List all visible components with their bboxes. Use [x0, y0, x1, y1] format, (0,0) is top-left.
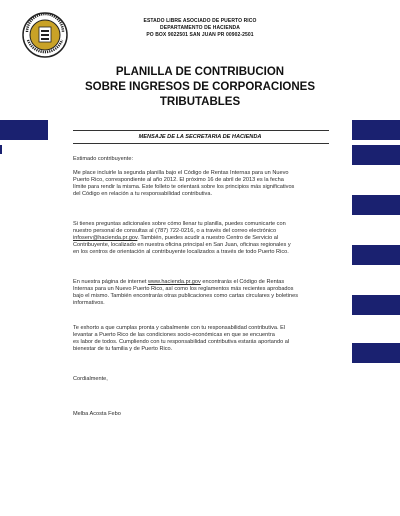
paragraph-intro [73, 170, 329, 198]
greeting: Estimado contribuyente: [73, 156, 134, 162]
heading-rule-top [73, 130, 329, 131]
paragraph-website [73, 279, 329, 307]
left-tab-edge [0, 145, 2, 154]
p2-line: en los centros de orientación al contribuyente localizados a través de todo Puerto Rico. [73, 248, 289, 255]
right-tab-1 [352, 120, 400, 140]
right-tab-4 [352, 245, 400, 265]
p1-line: límite para rendir la misma. Este folleto te orientará sobre los principios más significativos [73, 183, 295, 190]
p1-line: Puerto Rico, correspondiente al año 2012. El próximo 16 de abril de 2013 es la fecha [73, 176, 284, 183]
p2-line: nuestro personal de consultas al (787) 722-0216, o a través del correo electrónico [73, 227, 277, 234]
agency-line-1: ESTADO LIBRE ASOCIADO DE PUERTO RICO [143, 18, 257, 24]
website-link[interactable]: www.hacienda.pr.gov [147, 279, 201, 285]
p4-line: bienestar de tu familia y de Puerto Rico. [73, 345, 173, 352]
left-tab-1 [0, 120, 48, 140]
agency-address: PO BOX 9022501 SAN JUAN PR 00902-2501 [146, 32, 254, 38]
message-heading: MENSAJE DE LA SECRETARIA DE HACIENDA [138, 134, 262, 140]
right-tab-3 [352, 195, 400, 215]
right-tab-5 [352, 295, 400, 315]
signature-name: Melba Acosta Febo [73, 411, 121, 417]
right-tab-2 [352, 145, 400, 165]
page-title-line-1: PLANILLA DE CONTRIBUCION [115, 66, 285, 78]
p3-line-rest: encontrarás el Código de Rentas [200, 279, 285, 285]
paragraph-exhortation [73, 325, 329, 353]
email-link[interactable]: infoserv@hacienda.pr.gov [73, 234, 138, 241]
p3-line: informativos. [73, 299, 105, 306]
p1-line: Me place incluirle la segunda planilla bajo el Código de Rentas Internas para un Nuevo [73, 170, 289, 176]
heading-rule-bottom [73, 143, 329, 144]
p2-line: Si tienes preguntas adicionales sobre cómo llenar tu planilla, puedes comunicarte con [73, 221, 286, 227]
p4-line: es labor de todos. Cumpliendo con tu responsabilidad contributiva estarás aportando al [73, 338, 290, 345]
agency-line-2: DEPARTAMENTO DE HACIENDA [160, 25, 240, 31]
p3-line: Internas para un Nuevo Puerto Rico, así como los reglamentos más recientes aprobados [73, 285, 294, 292]
p3-line: bajo el mismo. También encontrarás otras publicaciones como cartas circulares y boletines [73, 292, 298, 299]
page-title-line-3: TRIBUTABLES [159, 96, 241, 108]
p2-line-rest: . También, puedes acudir a nuestro Centro de Servicio al [137, 234, 279, 241]
paragraph-contact [73, 221, 329, 256]
page-title-line-2: SOBRE INGRESOS DE CORPORACIONES [84, 81, 316, 93]
right-tab-6 [352, 343, 400, 363]
p3-line [73, 279, 329, 286]
closing: Cordialmente, [73, 376, 108, 382]
p2-line [73, 235, 329, 242]
p2-line: Contribuyente, localizado en nuestra oficina principal en San Juan, oficinas regionales y [73, 241, 291, 248]
p4-line: levantar a Puerto Rico de las condiciones socio-económicas en que se encuentra [73, 331, 275, 338]
p1-line: del Código en relación a tu responsabilidad contributiva. [73, 190, 212, 197]
p3-line-pre: En nuestra página de internet [73, 279, 148, 285]
p4-line: Te exhorto a que cumplas pronta y cabalmente con tu responsabilidad contributiva. El [73, 325, 286, 331]
